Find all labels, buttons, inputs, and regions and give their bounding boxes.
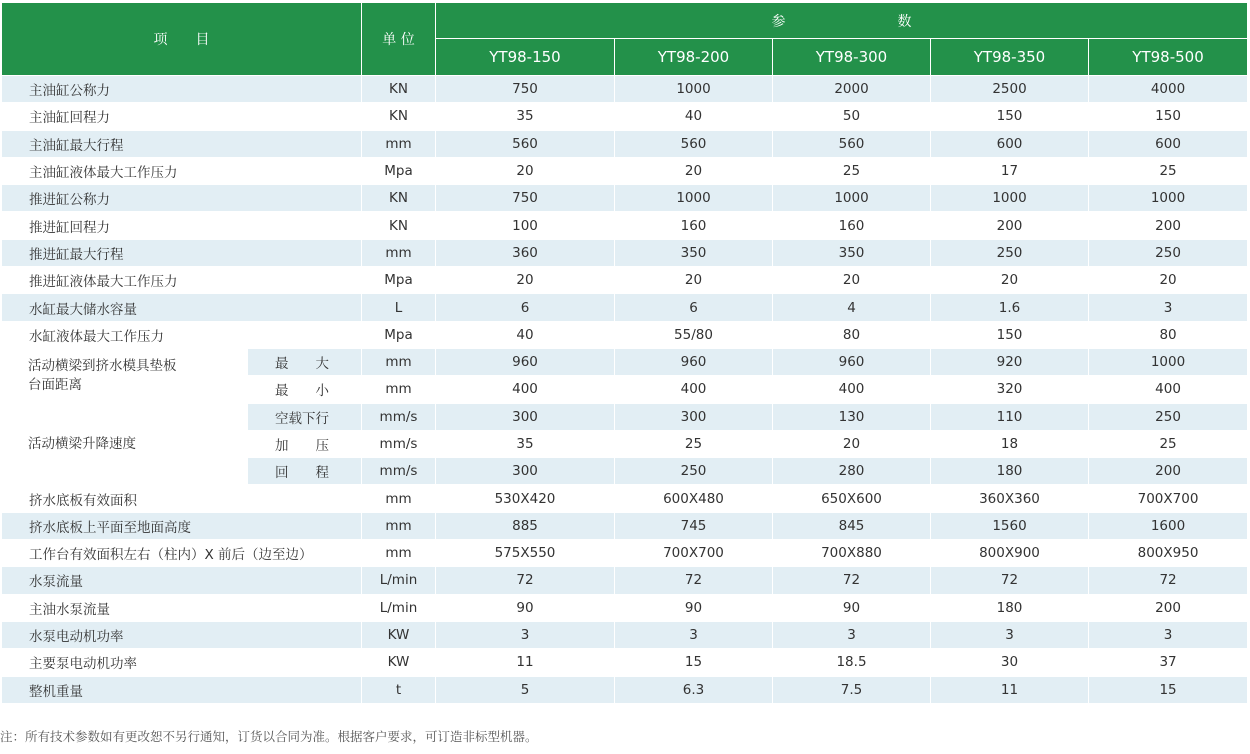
item-name: 挤水底板有效面积	[2, 485, 362, 512]
value-cell: 1000	[615, 76, 773, 103]
value-cell: 560	[773, 130, 931, 157]
value-cell: 1000	[615, 185, 773, 212]
value-cell: 25	[1089, 430, 1248, 457]
item-name: 主油缸公称力	[2, 76, 362, 103]
table-row	[2, 157, 1248, 184]
header-model: YT98-200	[615, 39, 773, 76]
value-cell: 50	[773, 103, 931, 130]
unit-cell: mm	[362, 348, 436, 375]
item-name: 主要泵电动机功率	[2, 649, 362, 676]
value-cell: 1.6	[931, 294, 1089, 321]
value-cell: 400	[1089, 376, 1248, 403]
table-body	[2, 76, 1248, 704]
value-cell: 72	[773, 567, 931, 594]
unit-cell: mm	[362, 239, 436, 266]
unit-cell: mm	[362, 540, 436, 567]
item-name: 推进缸回程力	[2, 212, 362, 239]
unit-cell: L/min	[362, 567, 436, 594]
value-cell: 530X420	[436, 485, 615, 512]
value-cell: 4	[773, 294, 931, 321]
value-cell: 400	[773, 376, 931, 403]
value-cell: 960	[615, 348, 773, 375]
unit-cell: mm	[362, 130, 436, 157]
value-cell: 1000	[931, 185, 1089, 212]
value-cell: 2500	[931, 76, 1089, 103]
value-cell: 18	[931, 430, 1089, 457]
value-cell: 960	[436, 348, 615, 375]
unit-cell: mm/s	[362, 430, 436, 457]
table-row	[2, 403, 1248, 430]
value-cell: 200	[1089, 212, 1248, 239]
value-cell: 11	[436, 649, 615, 676]
value-cell: 72	[615, 567, 773, 594]
item-name: 主油缸最大行程	[2, 130, 362, 157]
value-cell: 800X900	[931, 540, 1089, 567]
value-cell: 80	[773, 321, 931, 348]
value-cell: 40	[436, 321, 615, 348]
table-row	[2, 294, 1248, 321]
value-cell: 560	[615, 130, 773, 157]
value-cell: 700X880	[773, 540, 931, 567]
value-cell: 30	[931, 649, 1089, 676]
table-row	[2, 676, 1248, 703]
item-name: 整机重量	[2, 676, 362, 703]
unit-cell: Mpa	[362, 321, 436, 348]
value-cell: 5	[436, 676, 615, 703]
value-cell: 300	[436, 403, 615, 430]
item-name: 主油缸液体最大工作压力	[2, 157, 362, 184]
unit-cell: mm	[362, 376, 436, 403]
table-row	[2, 267, 1248, 294]
value-cell: 750	[436, 76, 615, 103]
value-cell: 20	[436, 267, 615, 294]
value-cell: 90	[615, 594, 773, 621]
value-cell: 20	[773, 267, 931, 294]
unit-cell: L/min	[362, 594, 436, 621]
table-row	[2, 649, 1248, 676]
item-name: 水缸最大储水容量	[2, 294, 362, 321]
value-cell: 150	[931, 103, 1089, 130]
value-cell: 55/80	[615, 321, 773, 348]
item-name: 挤水底板上平面至地面高度	[2, 512, 362, 539]
value-cell: 250	[615, 458, 773, 485]
value-cell: 1560	[931, 512, 1089, 539]
value-cell: 845	[773, 512, 931, 539]
unit-cell: mm	[362, 485, 436, 512]
value-cell: 90	[773, 594, 931, 621]
value-cell: 250	[1089, 239, 1248, 266]
value-cell: 200	[1089, 594, 1248, 621]
value-cell: 72	[1089, 567, 1248, 594]
item-name: 推进缸最大行程	[2, 239, 362, 266]
value-cell: 700X700	[1089, 485, 1248, 512]
value-cell: 6	[615, 294, 773, 321]
table-row	[2, 103, 1248, 130]
unit-cell: KW	[362, 649, 436, 676]
header-model: YT98-300	[773, 39, 931, 76]
value-cell: 20	[436, 157, 615, 184]
value-cell: 6	[436, 294, 615, 321]
table-header	[2, 3, 1248, 76]
value-cell: 180	[931, 458, 1089, 485]
sub-item-name: 空载下行	[248, 403, 362, 430]
value-cell: 920	[931, 348, 1089, 375]
value-cell: 1000	[773, 185, 931, 212]
value-cell: 20	[773, 430, 931, 457]
value-cell: 80	[1089, 321, 1248, 348]
unit-cell: L	[362, 294, 436, 321]
value-cell: 18.5	[773, 649, 931, 676]
table-row	[2, 212, 1248, 239]
unit-cell: mm	[362, 512, 436, 539]
value-cell: 3	[931, 621, 1089, 648]
table-row	[2, 621, 1248, 648]
unit-cell: KN	[362, 76, 436, 103]
table-row	[2, 76, 1248, 103]
sub-item-name: 加 压	[248, 430, 362, 457]
table-row	[2, 485, 1248, 512]
item-name: 工作台有效面积左右（柱内）X 前后（边至边）	[2, 540, 362, 567]
unit-cell: KW	[362, 621, 436, 648]
value-cell: 350	[615, 239, 773, 266]
value-cell: 15	[1089, 676, 1248, 703]
value-cell: 700X700	[615, 540, 773, 567]
sub-item-name: 回 程	[248, 458, 362, 485]
value-cell: 160	[773, 212, 931, 239]
value-cell: 600	[931, 130, 1089, 157]
value-cell: 90	[436, 594, 615, 621]
table-row	[2, 130, 1248, 157]
sub-item-name: 最 小	[248, 376, 362, 403]
value-cell: 72	[436, 567, 615, 594]
value-cell: 110	[931, 403, 1089, 430]
value-cell: 35	[436, 430, 615, 457]
value-cell: 650X600	[773, 485, 931, 512]
spec-table	[1, 2, 1248, 704]
value-cell: 180	[931, 594, 1089, 621]
item-name: 推进缸液体最大工作压力	[2, 267, 362, 294]
item-name: 推进缸公称力	[2, 185, 362, 212]
sub-item-name: 最 大	[248, 348, 362, 375]
value-cell: 360	[436, 239, 615, 266]
value-cell: 350	[773, 239, 931, 266]
value-cell: 200	[1089, 458, 1248, 485]
value-cell: 3	[1089, 294, 1248, 321]
value-cell: 37	[1089, 649, 1248, 676]
value-cell: 280	[773, 458, 931, 485]
item-name: 水缸液体最大工作压力	[2, 321, 362, 348]
value-cell: 3	[773, 621, 931, 648]
value-cell: 130	[773, 403, 931, 430]
value-cell: 150	[1089, 103, 1248, 130]
value-cell: 6.3	[615, 676, 773, 703]
value-cell: 250	[1089, 403, 1248, 430]
table-row	[2, 239, 1248, 266]
table-row	[2, 540, 1248, 567]
unit-cell: KN	[362, 185, 436, 212]
value-cell: 745	[615, 512, 773, 539]
unit-cell: mm/s	[362, 403, 436, 430]
value-cell: 300	[436, 458, 615, 485]
value-cell: 560	[436, 130, 615, 157]
header-item: 项 目	[2, 3, 362, 76]
value-cell: 20	[931, 267, 1089, 294]
value-cell: 25	[1089, 157, 1248, 184]
value-cell: 100	[436, 212, 615, 239]
value-cell: 750	[436, 185, 615, 212]
value-cell: 20	[1089, 267, 1248, 294]
value-cell: 4000	[1089, 76, 1248, 103]
value-cell: 575X550	[436, 540, 615, 567]
value-cell: 11	[931, 676, 1089, 703]
value-cell: 200	[931, 212, 1089, 239]
value-cell: 3	[615, 621, 773, 648]
value-cell: 3	[436, 621, 615, 648]
table-row	[2, 594, 1248, 621]
value-cell: 400	[615, 376, 773, 403]
value-cell: 360X360	[931, 485, 1089, 512]
item-name: 水泵电动机功率	[2, 621, 362, 648]
value-cell: 300	[615, 403, 773, 430]
value-cell: 160	[615, 212, 773, 239]
value-cell: 150	[931, 321, 1089, 348]
unit-cell: Mpa	[362, 267, 436, 294]
header-model: YT98-500	[1089, 39, 1248, 76]
value-cell: 3	[1089, 621, 1248, 648]
unit-cell: mm/s	[362, 458, 436, 485]
table-row	[2, 567, 1248, 594]
item-name: 主油水泵流量	[2, 594, 362, 621]
value-cell: 320	[931, 376, 1089, 403]
value-cell: 20	[615, 267, 773, 294]
value-cell: 20	[615, 157, 773, 184]
value-cell: 1600	[1089, 512, 1248, 539]
value-cell: 25	[773, 157, 931, 184]
value-cell: 15	[615, 649, 773, 676]
value-cell: 400	[436, 376, 615, 403]
value-cell: 885	[436, 512, 615, 539]
header-model: YT98-350	[931, 39, 1089, 76]
item-name: 主油缸回程力	[2, 103, 362, 130]
value-cell: 960	[773, 348, 931, 375]
value-cell: 250	[931, 239, 1089, 266]
group-name: 活动横梁升降速度	[2, 403, 248, 485]
value-cell: 17	[931, 157, 1089, 184]
value-cell: 600X480	[615, 485, 773, 512]
value-cell: 72	[931, 567, 1089, 594]
header-params: 参 数	[436, 3, 1248, 39]
unit-cell: KN	[362, 103, 436, 130]
header-model: YT98-150	[436, 39, 615, 76]
item-name: 水泵流量	[2, 567, 362, 594]
table-row	[2, 512, 1248, 539]
value-cell: 40	[615, 103, 773, 130]
value-cell: 25	[615, 430, 773, 457]
unit-cell: t	[362, 676, 436, 703]
unit-cell: Mpa	[362, 157, 436, 184]
value-cell: 1000	[1089, 185, 1248, 212]
group-name: 活动横梁到挤水模具垫板台面距离	[2, 348, 248, 403]
value-cell: 1000	[1089, 348, 1248, 375]
header-unit: 单 位	[362, 3, 436, 76]
table-row	[2, 185, 1248, 212]
value-cell: 2000	[773, 76, 931, 103]
table-row	[2, 348, 1248, 375]
table-row	[2, 321, 1248, 348]
unit-cell: KN	[362, 212, 436, 239]
value-cell: 7.5	[773, 676, 931, 703]
value-cell: 800X950	[1089, 540, 1248, 567]
footnote: 注：所有技术参数如有更改恕不另行通知，订货以合同为准。根据客户要求，可订造非标型机器。	[0, 729, 538, 744]
value-cell: 35	[436, 103, 615, 130]
value-cell: 600	[1089, 130, 1248, 157]
